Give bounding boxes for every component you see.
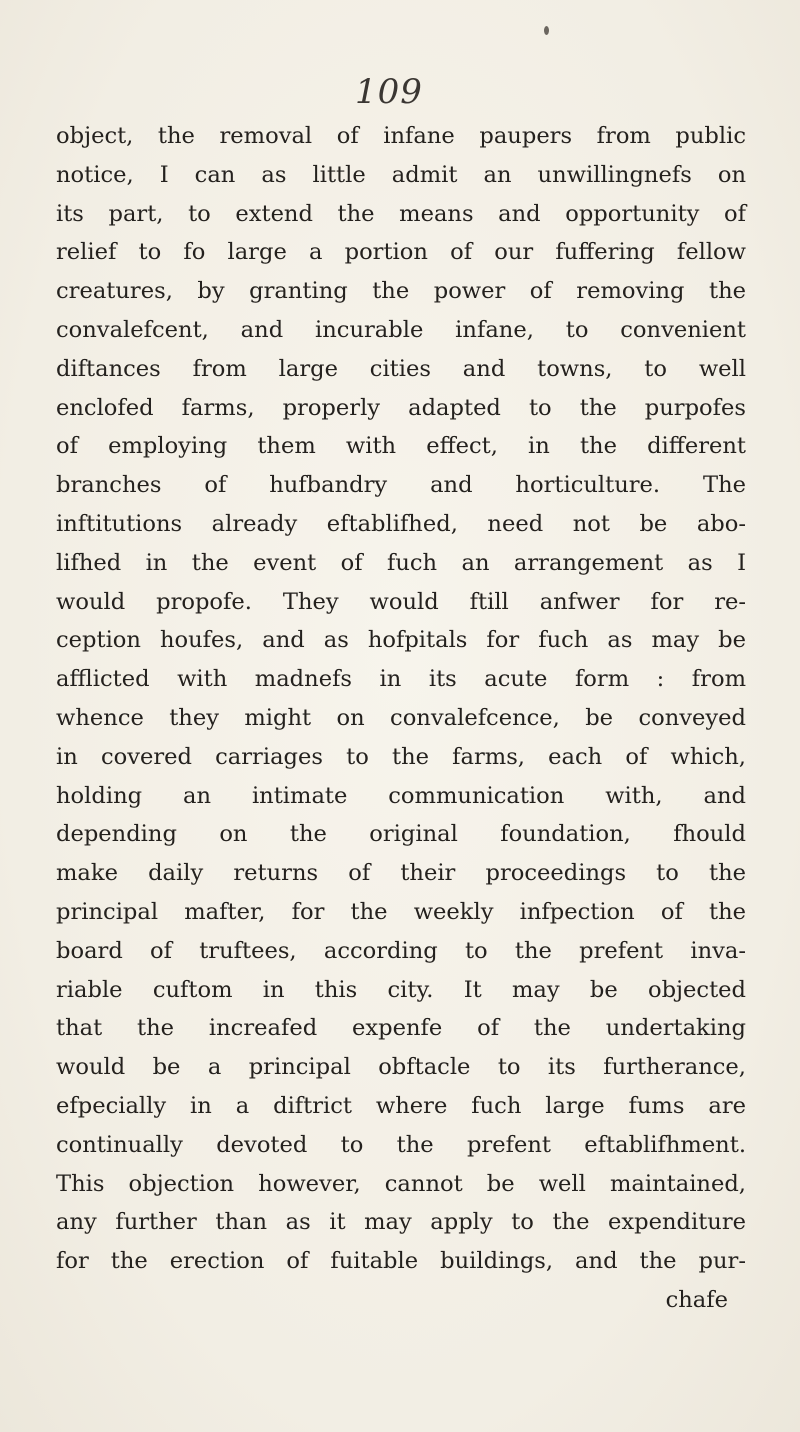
text-line: board of truftees, according to the prefent inva- xyxy=(56,937,746,964)
text-line: whence they might on convalefcence, be conveyed xyxy=(56,704,746,731)
text-line: notice, I can as little admit an unwillingnefs on xyxy=(56,161,746,188)
text-line: its part, to extend the means and opportunity of xyxy=(56,200,746,227)
text-line: afflicted with madnefs in its acute form : from xyxy=(56,666,746,693)
page-number: 109 xyxy=(355,72,423,112)
text-line: efpecially in a diftrict where fuch large fums are xyxy=(56,1092,746,1119)
text-line: would be a principal obftacle to its furtherance, xyxy=(56,1054,746,1081)
text-line: object, the removal of infane paupers from public xyxy=(56,123,746,149)
text-line: relief to fo large a portion of our fuffering fellow xyxy=(56,239,746,266)
text-line: continually devoted to the prefent eftablifhment. xyxy=(56,1131,746,1158)
text-line: enclofed farms, properly adapted to the purpofes xyxy=(56,394,746,421)
text-line: lifhed in the event of fuch an arrangement as I xyxy=(56,549,746,576)
catchword: chafe xyxy=(665,1286,728,1313)
text-line: riable cuftom in this city. It may be objected xyxy=(56,976,746,1003)
text-line: inftitutions already eftablifhed, need not be abo- xyxy=(56,510,746,537)
text-line: for the erection of fuitable buildings, and the pur- xyxy=(56,1248,746,1275)
text-line: holding an intimate communication with, and xyxy=(56,782,746,809)
text-line: This objection however, cannot be well maintained, xyxy=(56,1170,746,1197)
ink-speck xyxy=(544,26,549,35)
text-line: convalefcent, and incurable infane, to convenient xyxy=(56,316,746,343)
text-line: would propofe. They would ftill anfwer for re- xyxy=(56,588,746,615)
text-line: ception houfes, and as hofpitals for fuch as may be xyxy=(56,627,746,654)
text-line: any further than as it may apply to the expenditure xyxy=(56,1209,746,1236)
text-line: in covered carriages to the farms, each of which, xyxy=(56,743,746,770)
text-line: that the increafed expenfe of the undertaking xyxy=(56,1015,746,1042)
text-line: of employing them with effect, in the different xyxy=(56,433,746,460)
body-text xyxy=(56,117,746,1320)
text-line: branches of hufbandry and horticulture. The xyxy=(56,472,746,499)
text-line: diftances from large cities and towns, to well xyxy=(56,355,746,382)
text-line: make daily returns of their proceedings to the xyxy=(56,860,746,887)
text-line: depending on the original foundation, fhould xyxy=(56,821,746,848)
text-line: principal mafter, for the weekly infpection of the xyxy=(56,898,746,925)
text-line: creatures, by granting the power of removing the xyxy=(56,278,746,305)
